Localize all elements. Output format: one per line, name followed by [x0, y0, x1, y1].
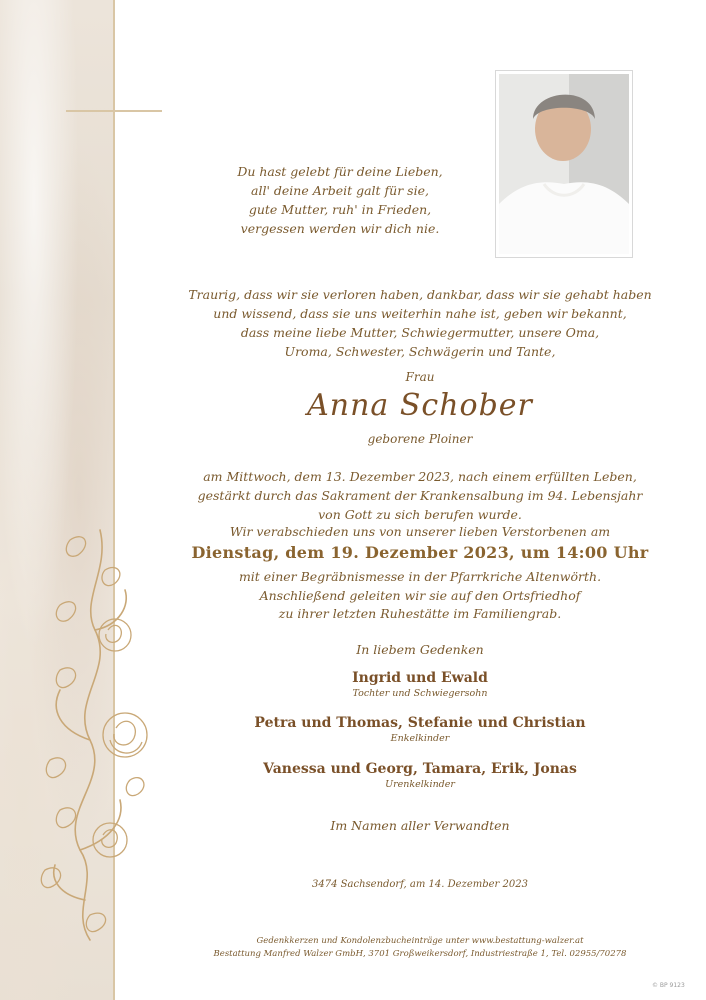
rose-ornament-icon	[30, 510, 160, 950]
deceased-name: Anna Schober	[307, 388, 533, 423]
family-relation: Urenkelkinder	[385, 779, 455, 790]
mass-line: mit einer Begräbnismesse in der Pfarrkriche Altenwörth.	[238, 569, 602, 584]
farewell-text: Wir verabschieden uns von unserer lieben Verstorbenen am	[229, 524, 611, 539]
birth-name: geborene Ploiner	[367, 432, 473, 446]
salutation: Frau	[405, 370, 435, 384]
verse-line: all' deine Arbeit galt für sie,	[251, 183, 429, 198]
family-names: Vanessa und Georg, Tamara, Erik, Jonas	[263, 761, 577, 777]
print-code: © BP 9123	[652, 982, 685, 989]
footer-line: Gedenkkerzen und Kondolenzbucheinträge unter www.bestattung-walzer.at	[256, 936, 584, 946]
footer	[170, 935, 670, 960]
place-date: 3474 Sachsendorf, am 14. Dezember 2023	[312, 879, 528, 890]
death-line: am Mittwoch, dem 13. Dezember 2023, nach einem erfüllten Leben,	[203, 469, 637, 484]
memory-text: In liebem Gedenken	[356, 642, 484, 657]
verse-line: gute Mutter, ruh' in Frieden,	[248, 202, 432, 217]
verse	[160, 162, 520, 238]
footer-line: Bestattung Manfred Walzer GmbH, 3701 Großweikersdorf, Industriestraße 1, Tel. 02955/70278	[213, 948, 627, 959]
funeral-date: Dienstag, dem 19. Dezember 2023, um 14:00 Uhr	[191, 543, 649, 562]
mass-line: zu ihrer letzten Ruhestätte im Familiengrab.	[278, 606, 562, 621]
intro-text	[170, 285, 670, 361]
relatives-text: Im Namen aller Verwandten	[330, 818, 510, 833]
family-names: Petra und Thomas, Stefanie und Christian	[254, 715, 586, 731]
intro-line: und wissend, dass sie uns weiterhin nahe ist, geben wir bekannt,	[213, 306, 627, 321]
family-relation: Tochter und Schwiegersohn	[352, 688, 488, 699]
horizontal-rule	[66, 110, 162, 112]
death-line: gestärkt durch das Sakrament der Krankensalbung im 94. Lebensjahr	[197, 488, 643, 503]
verse-line: vergessen werden wir dich nie.	[240, 221, 440, 236]
death-line: von Gott zu sich berufen wurde.	[318, 507, 522, 522]
verse-line: Du hast gelebt für deine Lieben,	[237, 164, 443, 179]
family-relation: Enkelkinder	[390, 733, 450, 744]
death-notice	[170, 467, 670, 524]
mass-line: Anschließend geleiten wir sie auf den Ortsfriedhof	[259, 587, 581, 603]
intro-line: dass meine liebe Mutter, Schwiegermutter, unsere Oma,	[240, 325, 600, 340]
intro-line: Uroma, Schwester, Schwägerin und Tante,	[284, 344, 556, 359]
family-names: Ingrid und Ewald	[352, 670, 488, 686]
intro-line: Traurig, dass wir sie verloren haben, dankbar, dass wir sie gehabt haben	[188, 287, 652, 302]
mass-text	[170, 568, 670, 624]
